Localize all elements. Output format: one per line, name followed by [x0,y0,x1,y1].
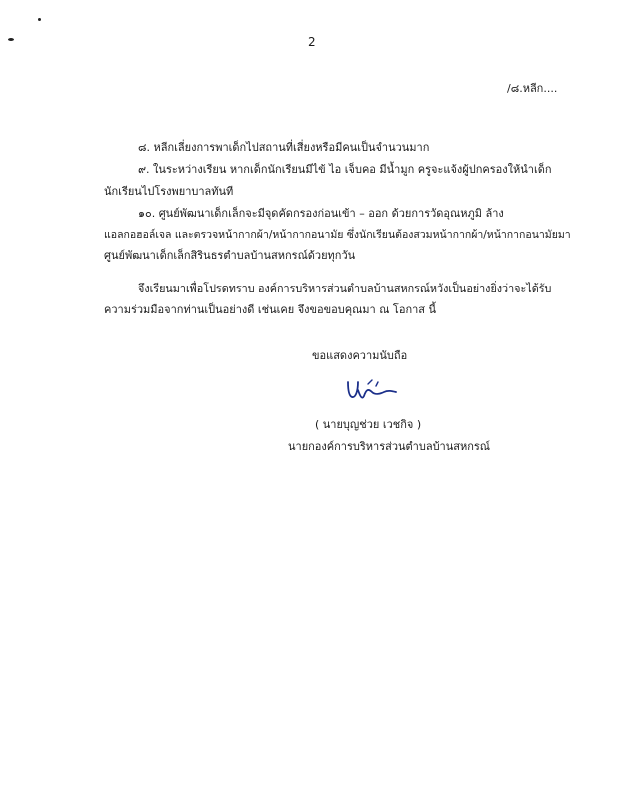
closing-paragraph-continued: ความร่วมมือจากท่านเป็นอย่างดี เช่นเคย จึงขอขอบคุณมา ณ โอกาส นี้ [104,303,437,316]
scan-speck-mark [38,18,41,21]
list-item-10: ๑๐. ศูนย์พัฒนาเด็กเล็กจะมีจุดคัดกรองก่อนเข้า – ออก ด้วยการวัดอุณหภูมิ ล้าง [138,207,504,220]
scan-speck-mark [8,38,14,41]
list-item-10-continued: แอลกอฮอล์เจล และตรวจหน้ากากผ้า/หน้ากากอนามัย ซึ่งนักเรียนต้องสวมหน้ากากผ้า/หน้ากากอนามัยมา [104,229,571,241]
list-item-8: ๘. หลีกเลี่ยงการพาเด็กไปสถานที่เสี่ยงหรือมีคนเป็นจำนวนมาก [138,141,430,154]
list-item-10-continued: ศูนย์พัฒนาเด็กเล็กสิรินธรตำบลบ้านสหกรณ์ด้วยทุกวัน [104,249,356,262]
signer-name: ( นายบุญช่วย เวชกิจ ) [315,418,422,431]
signer-title: นายกองค์การบริหารส่วนตำบลบ้านสหกรณ์ [288,440,490,453]
list-item-9: ๙. ในระหว่างเรียน หากเด็กนักเรียนมีไข้ ไอ เจ็บคอ มีน้ำมูก ครูจะแจ้งผู้ปกครองให้นำเด็ก [138,163,552,176]
regards-line: ขอแสดงความนับถือ [312,349,408,362]
list-item-9-continued: นักเรียนไปโรงพยาบาลทันที [104,185,234,198]
handwritten-signature [342,376,398,404]
page-number: 2 [308,35,316,49]
continuation-marker: /๘.หลีก.... [507,82,558,95]
closing-paragraph: จึงเรียนมาเพื่อโปรดทราบ องค์การบริหารส่วนตำบลบ้านสหกรณ์หวังเป็นอย่างยิ่งว่าจะได้รับ [138,282,552,295]
